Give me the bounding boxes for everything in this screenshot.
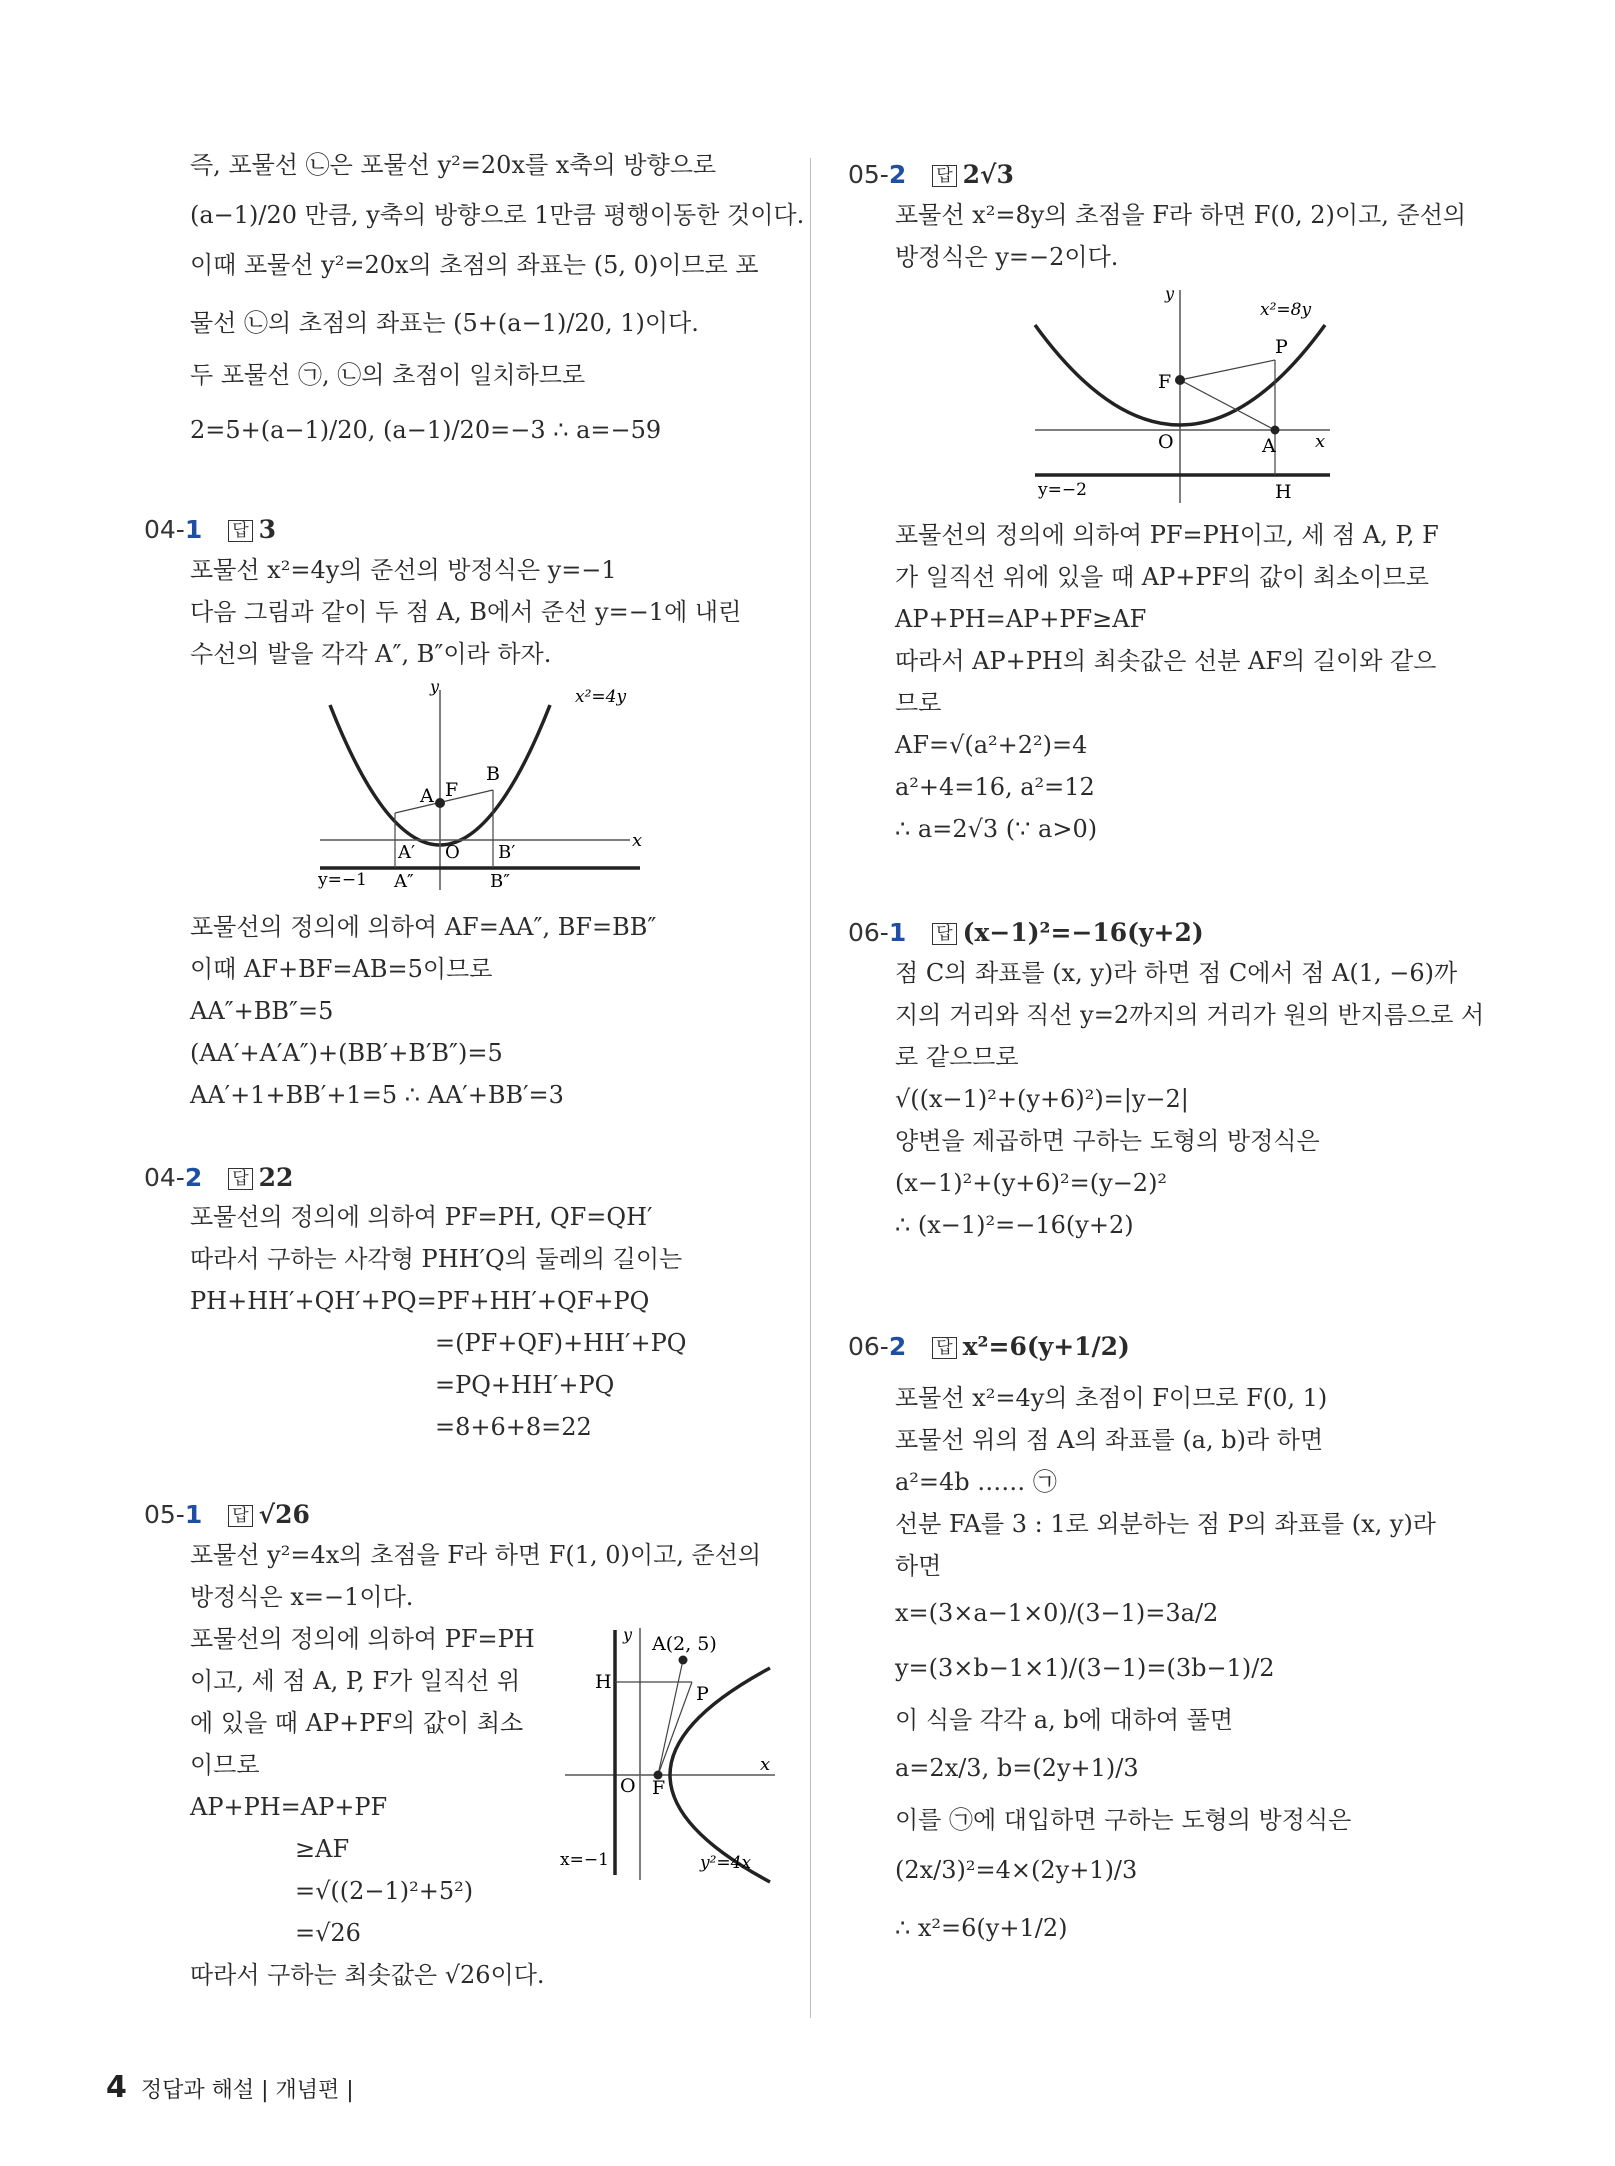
answer-badge: 답 bbox=[228, 1505, 252, 1527]
text-line: 즉, 포물선 ㉡은 포물선 y²=20x를 x축의 방향으로 bbox=[190, 151, 717, 179]
axis-label-y: y bbox=[1165, 285, 1175, 303]
text-line: =√26 bbox=[295, 1919, 361, 1947]
text-line: a²=4b …… ㉠ bbox=[895, 1468, 1057, 1496]
answer-value: 22 bbox=[258, 1163, 294, 1192]
text-line: x=(3×a−1×0)/(3−1)=3a/2 bbox=[895, 1599, 1219, 1627]
point-label: O bbox=[445, 842, 460, 863]
point-label: O bbox=[620, 1775, 636, 1797]
axis-label-x: x bbox=[760, 1754, 771, 1775]
answer-badge: 답 bbox=[932, 923, 956, 945]
focus-point bbox=[435, 798, 445, 808]
text-line: 므로 bbox=[895, 689, 942, 717]
text-line: √((x−1)²+(y+6)²)=|y−2| bbox=[895, 1085, 1189, 1113]
text-line: 하면 bbox=[895, 1552, 942, 1580]
directrix-label: y=−1 bbox=[318, 870, 367, 890]
text-line: 이때 포물선 y²=20x의 초점의 좌표는 (5, 0)이므로 포 bbox=[190, 251, 759, 279]
answer-badge: 답 bbox=[932, 1337, 956, 1359]
text-line: 방정식은 x=−1이다. bbox=[190, 1583, 414, 1611]
axis-label-x: x bbox=[632, 830, 643, 851]
answer-value: √26 bbox=[258, 1500, 310, 1529]
point-label: P bbox=[696, 1683, 709, 1705]
text-line: AP+PH=AP+PF≥AF bbox=[895, 605, 1147, 633]
text-line: 이때 AF+BF=AB=5이므로 bbox=[190, 955, 493, 983]
text-line: (x−1)²+(y+6)²=(y−2)² bbox=[895, 1169, 1168, 1197]
point-label: A″ bbox=[394, 871, 414, 892]
problem-number: 04- bbox=[144, 515, 185, 544]
page-footer bbox=[106, 2070, 354, 2105]
focus-point bbox=[1175, 375, 1185, 385]
figure-04-1 bbox=[310, 680, 650, 900]
problem-number: 06- bbox=[848, 1332, 889, 1361]
problem-header-04-2 bbox=[144, 1163, 293, 1192]
page-number: 4 bbox=[106, 2070, 127, 2105]
point-label: P bbox=[1275, 336, 1288, 358]
curve-label: x²=8y bbox=[1260, 300, 1312, 320]
axis-label-x: x bbox=[1315, 431, 1326, 452]
text-line: 이를 ㉠에 대입하면 구하는 도형의 방정식은 bbox=[895, 1806, 1352, 1834]
answer-badge: 답 bbox=[932, 165, 956, 187]
text-line: 포물선의 정의에 의하여 PF=PH, QF=QH′ bbox=[190, 1203, 653, 1231]
text-line: (a−1)/20 만큼, y축의 방향으로 1만큼 평행이동한 것이다. bbox=[190, 201, 805, 229]
problem-header-06-1 bbox=[848, 918, 1204, 947]
text-line: ∴ x²=6(y+1/2) bbox=[895, 1914, 1068, 1942]
text-line: 물선 ㉡의 초점의 좌표는 (5+(a−1)/20, 1)이다. bbox=[190, 309, 699, 337]
problem-subnumber: 2 bbox=[888, 1332, 907, 1361]
text-line: 포물선의 정의에 의하여 AF=AA″, BF=BB″ bbox=[190, 913, 657, 941]
text-line: 다음 그림과 같이 두 점 A, B에서 준선 y=−1에 내린 bbox=[190, 598, 742, 626]
text-line: y=(3×b−1×1)/(3−1)=(3b−1)/2 bbox=[895, 1654, 1275, 1682]
problem-subnumber: 1 bbox=[184, 515, 203, 544]
answer-value: (x−1)²=−16(y+2) bbox=[962, 918, 1204, 947]
axis-label-y: y bbox=[430, 680, 440, 696]
text-line: =(PF+QF)+HH′+PQ bbox=[435, 1329, 687, 1357]
problem-number: 04- bbox=[144, 1163, 185, 1192]
text-line: 이고, 세 점 A, P, F가 일직선 위 bbox=[190, 1667, 521, 1695]
text-line: 선분 FA를 3 : 1로 외분하는 점 P의 좌표를 (x, y)라 bbox=[895, 1510, 1436, 1538]
text-line: AP+PH=AP+PF bbox=[190, 1793, 388, 1821]
text-line: (AA′+A′A″)+(BB′+B′B″)=5 bbox=[190, 1039, 503, 1067]
answer-value: 2√3 bbox=[962, 160, 1014, 189]
answer-value: 3 bbox=[258, 515, 277, 544]
problem-header-05-1 bbox=[144, 1500, 310, 1529]
text-line: 점 C의 좌표를 (x, y)라 하면 점 C에서 점 A(1, −6)까 bbox=[895, 959, 1458, 987]
text-line: 포물선 x²=8y의 초점을 F라 하면 F(0, 2)이고, 준선의 bbox=[895, 201, 1467, 229]
curve-label: y²=4x bbox=[700, 1853, 752, 1873]
text-line: 이므로 bbox=[190, 1751, 260, 1779]
point-label: B″ bbox=[490, 871, 510, 892]
text-line: 두 포물선 ㉠, ㉡의 초점이 일치하므로 bbox=[190, 361, 586, 389]
text-line: 방정식은 y=−2이다. bbox=[895, 243, 1119, 271]
text-line: 포물선의 정의에 의하여 PF=PH bbox=[190, 1625, 535, 1653]
text-line: 지의 거리와 직선 y=2까지의 거리가 원의 반지름으로 서 bbox=[895, 1001, 1485, 1029]
text-line: 포물선의 정의에 의하여 PF=PH이고, 세 점 A, P, F bbox=[895, 521, 1439, 549]
curve-label: x²=4y bbox=[575, 687, 627, 707]
text-line: 따라서 AP+PH의 최솟값은 선분 AF의 길이와 같으 bbox=[895, 647, 1437, 675]
point-label: B′ bbox=[498, 842, 516, 863]
problem-number: 06- bbox=[848, 918, 889, 947]
answer-badge: 답 bbox=[228, 1168, 252, 1190]
point-label: F bbox=[652, 1777, 666, 1799]
text-line: 포물선 x²=4y의 초점이 F이므로 F(0, 1) bbox=[895, 1384, 1328, 1412]
answer-badge: 답 bbox=[228, 520, 252, 542]
text-line: 이 식을 각각 a, b에 대하여 풀면 bbox=[895, 1706, 1234, 1734]
answer-value: x²=6(y+1/2) bbox=[962, 1332, 1130, 1361]
text-line: 양변을 제곱하면 구하는 도형의 방정식은 bbox=[895, 1127, 1320, 1155]
text-line: 포물선 x²=4y의 준선의 방정식은 y=−1 bbox=[190, 556, 617, 584]
text-line: =8+6+8=22 bbox=[435, 1413, 592, 1441]
text-line: =√((2−1)²+5²) bbox=[295, 1877, 474, 1905]
point-label: B bbox=[486, 763, 500, 785]
footer-text: 정답과 해설 | 개념편 | bbox=[140, 2078, 354, 2103]
text-line: =PQ+HH′+PQ bbox=[435, 1371, 615, 1399]
problem-subnumber: 2 bbox=[184, 1163, 203, 1192]
problem-header-06-2 bbox=[848, 1332, 1130, 1361]
point-A bbox=[1271, 426, 1280, 435]
point-label: H bbox=[1275, 481, 1292, 503]
column-divider bbox=[810, 158, 811, 2018]
point-label: F bbox=[1158, 371, 1172, 393]
text-line: 에 있을 때 AP+PF의 값이 최소 bbox=[190, 1709, 524, 1737]
problem-header-04-1 bbox=[144, 515, 276, 544]
text-line: 수선의 발을 각각 A″, B″이라 하자. bbox=[190, 640, 552, 668]
point-label: A′ bbox=[398, 842, 416, 863]
axis-label-y: y bbox=[623, 1625, 633, 1644]
segment-PF bbox=[1180, 360, 1275, 380]
point-label: A(2, 5) bbox=[652, 1633, 717, 1655]
text-line: 포물선 y²=4x의 초점을 F라 하면 F(1, 0)이고, 준선의 bbox=[190, 1541, 762, 1569]
figure-05-2 bbox=[1030, 285, 1340, 510]
text-line: AF=√(a²+2²)=4 bbox=[895, 731, 1088, 759]
problem-subnumber: 1 bbox=[888, 918, 907, 947]
directrix-label: x=−1 bbox=[560, 1850, 609, 1870]
text-line: ∴ (x−1)²=−16(y+2) bbox=[895, 1211, 1134, 1239]
text-line: 따라서 구하는 최솟값은 √26이다. bbox=[190, 1961, 545, 1989]
problem-subnumber: 1 bbox=[184, 1500, 203, 1529]
problem-header-05-2 bbox=[848, 160, 1014, 189]
text-line: 포물선 위의 점 A의 좌표를 (a, b)라 하면 bbox=[895, 1426, 1324, 1454]
text-line: 따라서 구하는 사각형 PHH′Q의 둘레의 길이는 bbox=[190, 1245, 683, 1273]
point-label: H bbox=[595, 1671, 612, 1693]
text-line: a=2x/3, b=(2y+1)/3 bbox=[895, 1754, 1139, 1782]
text-line: PH+HH′+QH′+PQ=PF+HH′+QF+PQ bbox=[190, 1287, 650, 1315]
text-line: ∴ a=2√3 (∵ a>0) bbox=[895, 815, 1098, 843]
text-line: a²+4=16, a²=12 bbox=[895, 773, 1095, 801]
text-line: AA″+BB″=5 bbox=[190, 997, 334, 1025]
directrix-label: y=−2 bbox=[1038, 480, 1087, 500]
text-line: ≥AF bbox=[295, 1835, 350, 1863]
figure-05-1 bbox=[560, 1620, 780, 1885]
text-line: AA′+1+BB′+1=5 ∴ AA′+BB′=3 bbox=[190, 1081, 564, 1109]
point-label: O bbox=[1158, 431, 1174, 453]
problem-number: 05- bbox=[848, 160, 889, 189]
text-line: 가 일직선 위에 있을 때 AP+PF의 값이 최소이므로 bbox=[895, 563, 1429, 591]
point-label: A bbox=[1262, 435, 1276, 457]
point-label: A bbox=[420, 785, 434, 807]
text-line: (2x/3)²=4×(2y+1)/3 bbox=[895, 1856, 1138, 1884]
point-label: F bbox=[445, 779, 459, 801]
text-line: 2=5+(a−1)/20, (a−1)/20=−3 ∴ a=−59 bbox=[190, 416, 662, 444]
text-line: 로 같으므로 bbox=[895, 1043, 1019, 1071]
problem-subnumber: 2 bbox=[888, 160, 907, 189]
problem-number: 05- bbox=[144, 1500, 185, 1529]
point-A bbox=[679, 1656, 688, 1665]
